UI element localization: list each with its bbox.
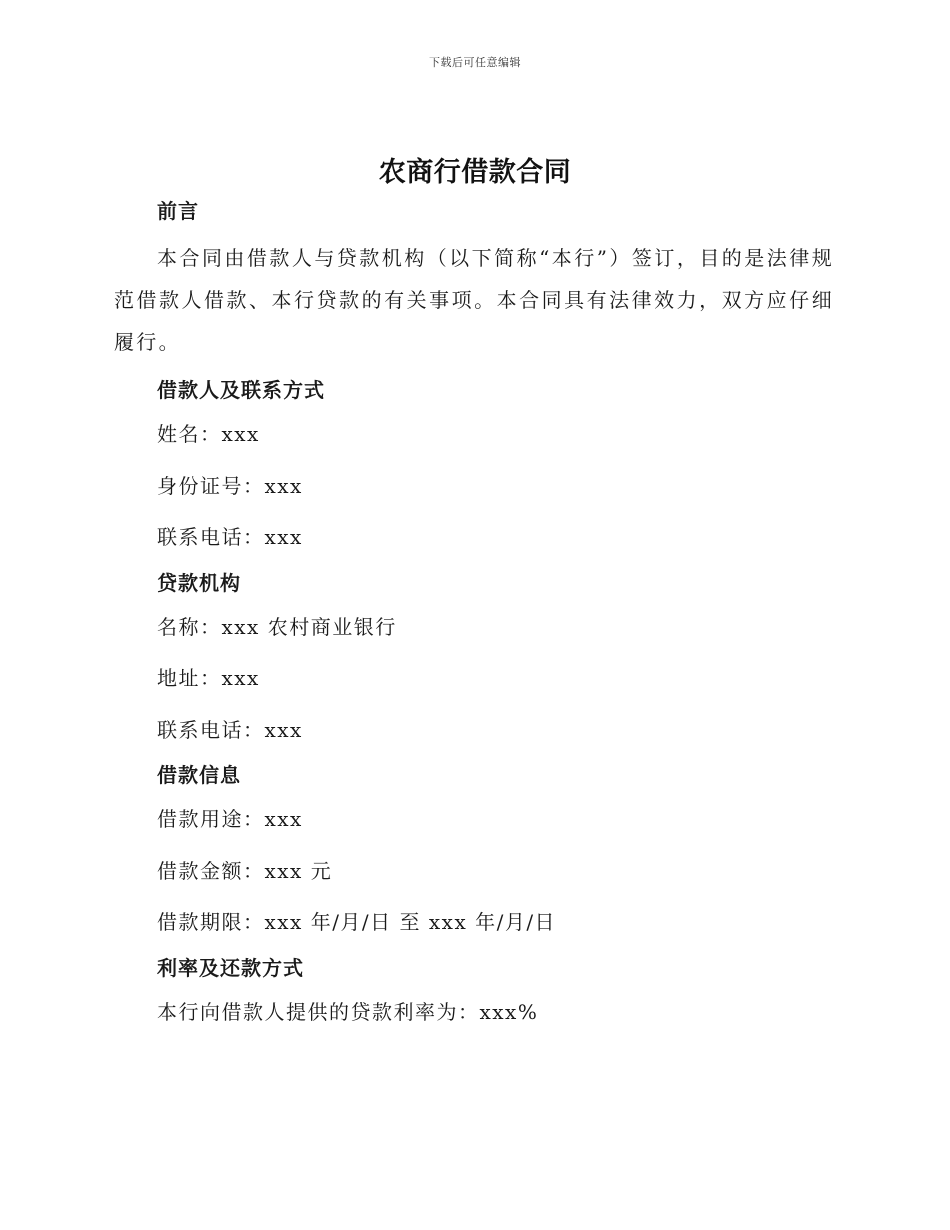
lender-name: 名称：xxx 农村商业银行 <box>157 614 397 639</box>
lender-phone: 联系电话：xxx <box>157 717 303 742</box>
preface-paragraph: 本合同由借款人与贷款机构（以下简称“本行”）签订，目的是法律规范借款人借款、本行贷款的有关事项。本合同具有法律效力，双方应仔细履行。 <box>114 246 834 354</box>
loan-interest-rate: 本行向借款人提供的贷款利率为：xxx% <box>157 999 539 1024</box>
loan-term: 借款期限：xxx 年/月/日 至 xxx 年/月/日 <box>157 910 557 934</box>
borrower-id-number: 身份证号：xxx <box>157 473 303 498</box>
section-heading-borrower: 借款人及联系方式 <box>157 378 325 402</box>
loan-purpose: 借款用途：xxx <box>157 807 303 831</box>
section-heading-preface: 前言 <box>157 199 199 223</box>
section-heading-loan-info: 借款信息 <box>157 763 241 787</box>
document-title: 农商行借款合同 <box>378 157 572 188</box>
lender-address: 地址：xxx <box>157 666 260 690</box>
loan-amount: 借款金额：xxx 元 <box>157 858 333 883</box>
borrower-phone: 联系电话：xxx <box>157 525 303 549</box>
section-heading-rate-repayment: 利率及还款方式 <box>157 955 304 980</box>
borrower-name: 姓名：xxx <box>157 422 260 446</box>
header-note: 下载后可任意编辑 <box>429 56 521 69</box>
document-body <box>114 192 834 1038</box>
section-heading-lender: 贷款机构 <box>157 570 241 595</box>
